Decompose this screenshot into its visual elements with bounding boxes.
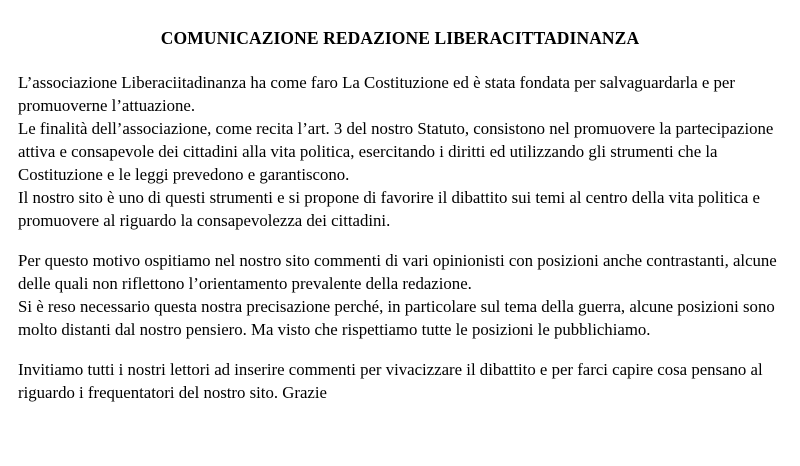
paragraph-2: Le finalità dell’associazione, come recita l’art. 3 del nostro Statuto, consistono nel promuovere la partecipazione attiva e consapevole dei cittadini alla vita politica, esercitando i diritti ed utilizzando gli strumenti che la Costituzione e le leggi prevedono e garantiscono. bbox=[18, 119, 774, 184]
document-title: COMUNICAZIONE REDAZIONE LIBERACITTADINANZA bbox=[160, 28, 640, 48]
paragraph-1: L’associazione Liberaciitadinanza ha come faro La Costituzione ed è stata fondata per salvaguardarla e per promuoverne l’attuazione. bbox=[18, 73, 735, 115]
paragraph-4: Per questo motivo ospitiamo nel nostro sito commenti di vari opinionisti con posizioni anche contrastanti, alcune delle quali non riflettono l’orientamento prevalente della redazione. bbox=[18, 251, 777, 293]
paragraph-spacer-2 bbox=[18, 341, 782, 358]
paragraph-6: Invitiamo tutti i nostri lettori ad inserire commenti per vivacizzare il dibattito e per farci capire cosa pensano al riguardo i frequentatori del nostro sito. Grazie bbox=[18, 360, 763, 402]
document-body bbox=[18, 71, 782, 404]
paragraph-spacer-1 bbox=[18, 232, 782, 249]
paragraph-5: Si è reso necessario questa nostra precisazione perché, in particolare sul tema della guerra, alcune posizioni sono molto distanti dal nostro pensiero. Ma visto che rispettiamo tutte le posizioni le pubblichiamo. bbox=[18, 297, 775, 339]
paragraph-3: Il nostro sito è uno di questi strumenti e si propone di favorire il dibattito sui temi al centro della vita politica e promuovere al riguardo la consapevolezza dei cittadini. bbox=[18, 188, 760, 230]
